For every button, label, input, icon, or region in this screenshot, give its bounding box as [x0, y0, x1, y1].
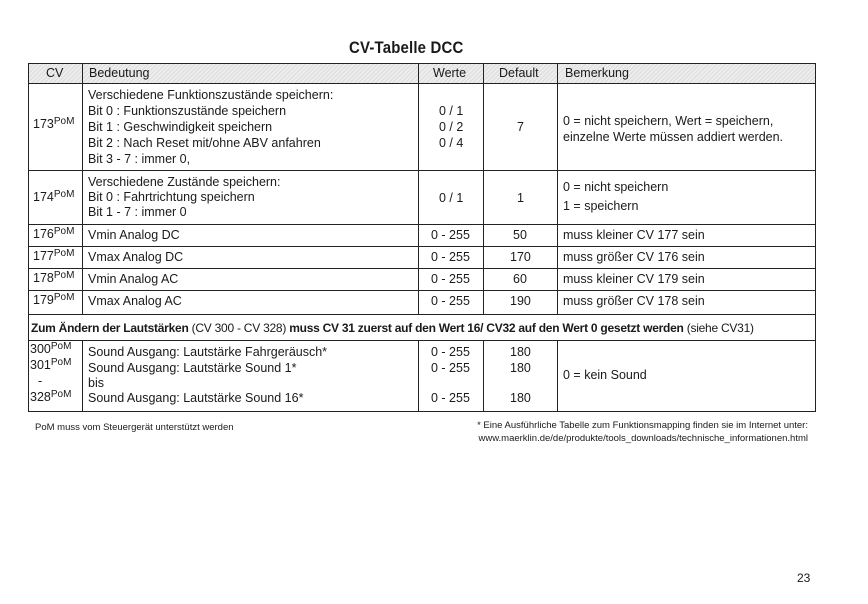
- meaning-line: Bit 1 : Geschwindigkeit speichern: [88, 120, 273, 134]
- default-cell: 180: [510, 345, 531, 359]
- row-divider: [29, 290, 815, 291]
- remark-line: 0 = nicht speichern, Wert = speichern,: [563, 114, 774, 128]
- column-divider: [82, 340, 83, 411]
- default-cell: 60: [513, 272, 527, 286]
- cv-number: $178^{PoM}$: [33, 270, 75, 285]
- header-values: Werte: [433, 66, 467, 80]
- meaning-line: Verschiedene Zustände speichern:: [88, 175, 281, 189]
- meaning-cell: Vmax Analog DC: [88, 250, 184, 264]
- column-divider: [418, 340, 419, 411]
- meaning-line: Sound Ausgang: Lautstärke Sound 16*: [88, 391, 304, 405]
- remark-cell: muss größer CV 178 sein: [563, 294, 705, 308]
- value-cell: 0 - 255: [431, 228, 470, 242]
- column-divider: [483, 64, 484, 314]
- header-cv: CV: [46, 66, 64, 80]
- value-cell: 0 - 255: [431, 272, 470, 286]
- default-cell: 170: [510, 250, 531, 264]
- default-cell: 180: [510, 391, 531, 405]
- value-cell: 0 - 255: [431, 250, 470, 264]
- remark-cell: muss größer CV 176 sein: [563, 250, 705, 264]
- meaning-line: Bit 1 - 7 : immer 0: [88, 205, 187, 219]
- remark-line: 0 = nicht speichern: [563, 180, 669, 194]
- cv-number: $179^{PoM}$: [33, 292, 75, 307]
- remark-line: einzelne Werte müssen addiert werden.: [563, 130, 784, 144]
- value-cell: 0 - 255: [431, 345, 470, 359]
- row-divider: [29, 83, 815, 84]
- meaning-line: bis: [88, 376, 104, 390]
- row-divider: [29, 246, 815, 247]
- page-title: CV-Tabelle DCC: [349, 38, 464, 57]
- remark-cell: muss kleiner CV 179 sein: [563, 272, 705, 286]
- default-cell: 7: [517, 120, 524, 134]
- row-divider: [29, 314, 815, 315]
- meaning-line: Bit 2 : Nach Reset mit/ohne ABV anfahren: [88, 136, 321, 150]
- remark-line: 1 = speichern: [563, 199, 639, 213]
- cv-number: $300^{PoM}$: [30, 341, 72, 356]
- value-cell: 0 / 1: [439, 104, 464, 118]
- column-divider: [418, 64, 419, 314]
- meaning-line: Bit 0 : Fahrtrichtung speichern: [88, 190, 255, 204]
- cv-number: $301^{PoM}$: [30, 357, 72, 372]
- value-cell: 0 / 4: [439, 136, 464, 150]
- remark-cell: muss kleiner CV 177 sein: [563, 228, 705, 242]
- footnote-url: www.maerklin.de/de/produkte/tools_downloads/technische_informationen.html: [478, 432, 808, 444]
- cv-number: $328^{PoM}$: [30, 389, 72, 404]
- volume-note: Zum Ändern der Lautstärken (CV 300 - CV 328) muss CV 31 zuerst auf den Wert 16/ CV32 auf den Wert 0 gesetzt werden (siehe CV31): [31, 321, 754, 335]
- row-divider: [29, 268, 815, 269]
- remark-cell: 0 = kein Sound: [563, 368, 647, 382]
- cv-number: $174^{PoM}$: [33, 189, 75, 204]
- default-cell: 50: [513, 228, 527, 242]
- column-divider: [557, 64, 558, 314]
- default-cell: 1: [517, 191, 524, 205]
- value-cell: 0 - 255: [431, 391, 470, 405]
- meaning-cell: Vmin Analog DC: [88, 228, 180, 242]
- column-divider: [557, 340, 558, 411]
- meaning-line: Sound Ausgang: Lautstärke Sound 1*: [88, 361, 297, 375]
- footnote-line: * Eine Ausführliche Tabelle zum Funktionsmapping finden sie im Internet unter:: [477, 420, 808, 431]
- meaning-line: Bit 0 : Funktionszustände speichern: [88, 104, 287, 118]
- default-cell: 180: [510, 361, 531, 375]
- row-divider: [29, 340, 815, 341]
- cv-table: [28, 63, 816, 412]
- column-divider: [483, 340, 484, 411]
- header-remark: Bemerkung: [565, 66, 629, 80]
- meaning-line: Sound Ausgang: Lautstärke Fahrgeräusch*: [88, 345, 328, 359]
- page-number: 23: [797, 571, 811, 585]
- cv-number: $177^{PoM}$: [33, 248, 75, 263]
- footnote-functionmapping: [396, 420, 808, 445]
- cv-number: $173^{PoM}$: [33, 116, 75, 131]
- value-cell: 0 / 1: [439, 191, 464, 205]
- meaning-cell: Vmax Analog AC: [88, 294, 182, 308]
- column-divider: [82, 64, 83, 314]
- value-cell: 0 - 255: [431, 361, 470, 375]
- row-divider: [29, 224, 815, 225]
- header-meaning: Bedeutung: [89, 66, 150, 80]
- footnote-pom: PoM muss vom Steuergerät unterstützt werden: [35, 422, 234, 433]
- default-cell: 190: [510, 294, 531, 308]
- meaning-line: Verschiedene Funktionszustände speichern:: [88, 88, 334, 102]
- meaning-cell: Vmin Analog AC: [88, 272, 179, 286]
- cv-range-dash: -: [38, 374, 43, 388]
- meaning-line: Bit 3 - 7 : immer 0,: [88, 152, 191, 166]
- cv-number: $176^{PoM}$: [33, 226, 75, 241]
- value-cell: 0 - 255: [431, 294, 470, 308]
- value-cell: 0 / 2: [439, 120, 464, 134]
- row-divider: [29, 170, 815, 171]
- header-default: Default: [499, 66, 539, 80]
